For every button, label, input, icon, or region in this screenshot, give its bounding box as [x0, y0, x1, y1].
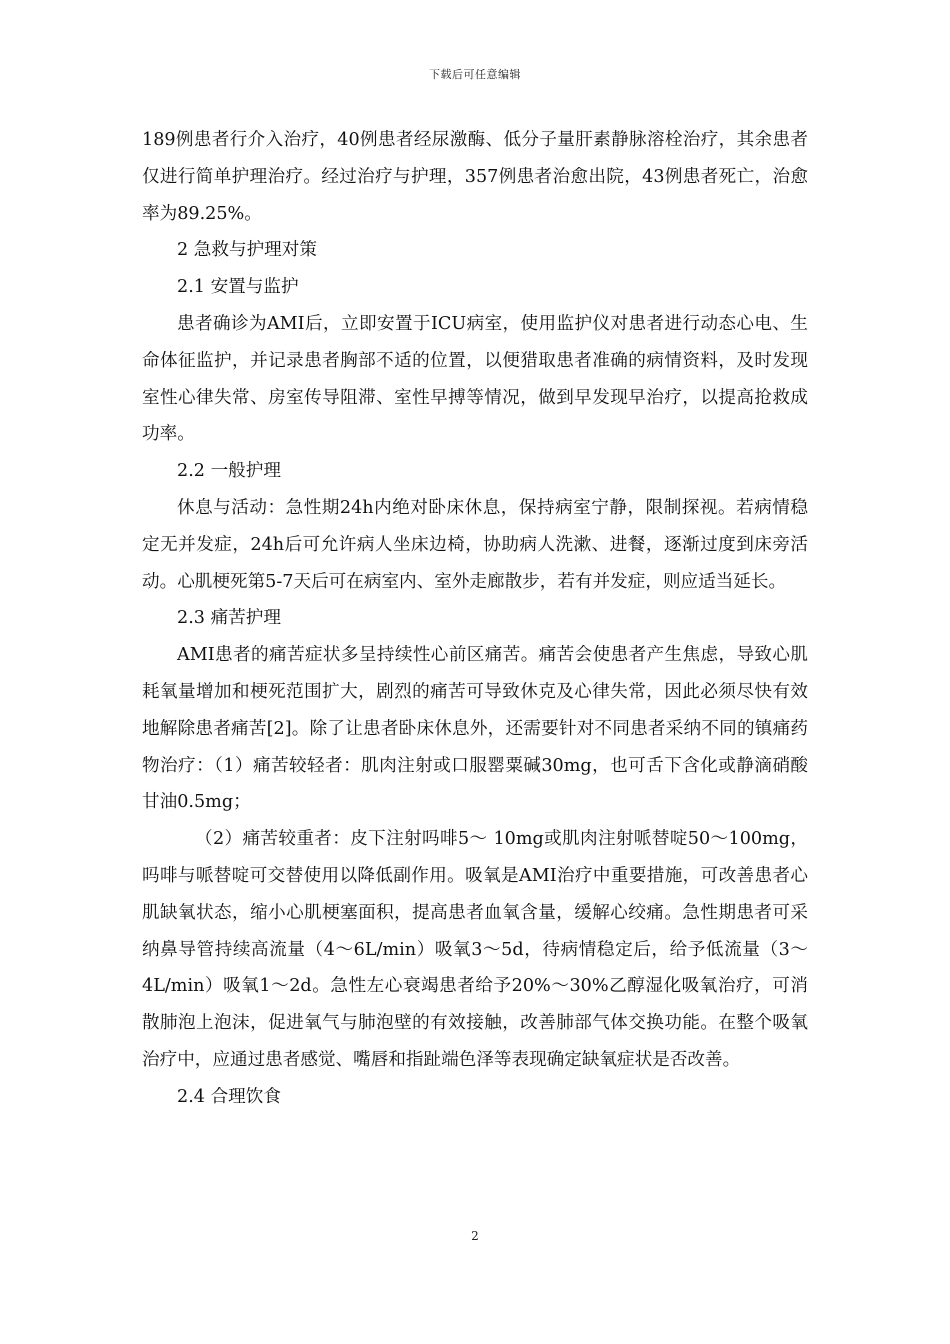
body-paragraph: 2 急救与护理对策 — [177, 240, 317, 261]
body-paragraph: 189例患者行介入治疗，40例患者经尿激酶、低分子量肝素静脉溶栓治疗，其余患者仅进行简单护理治疗。经过治疗与护理，357例患者治愈出院，43例患者死亡，治愈率为89.25%。 — [142, 130, 808, 224]
body-paragraph: 休息与活动：急性期24h内绝对卧床休息，保持病室宁静，限制探视。若病情稳定无并发症，24h后可允许病人坐床边椅，协助病人洗漱、进餐，逐渐过度到床旁活动。心肌梗死第5-7天后可在病室内、室外走廊散步，若有并发症，则应适当延长。 — [142, 497, 808, 592]
body-paragraph: 患者确诊为AMI后，立即安置于ICU病室，使用监护仪对患者进行动态心电、生命体征监护，并记录患者胸部不适的位置，以便猎取患者准确的病情资料，及时发现室性心律失常、房室传导阻滞、室性早搏等情况，做到早发现早治疗，以提高抢救成功率。 — [142, 313, 808, 445]
body-paragraph: 2.3 痛苦护理 — [177, 608, 281, 629]
body-paragraph: 2.4 合理饮食 — [177, 1086, 281, 1107]
body-paragraph: 2.2 一般护理 — [177, 461, 281, 482]
body-paragraph: 2.1 安置与监护 — [177, 277, 299, 298]
document-body — [142, 122, 808, 1116]
body-paragraph: AMI患者的痛苦症状多呈持续性心前区痛苦。痛苦会使患者产生焦虑，导致心肌耗氧量增加和梗死范围扩大，剧烈的痛苦可导致休克及心律失常，因此必须尽快有效地解除患者痛苦[2]。除了让患者卧床休息外，还需要针对不同患者采纳不同的镇痛药物治疗：（1）痛苦较轻者：肌肉注射或口服罂粟碱30mg，也可舌下含化或静滴硝酸甘油0.5mg； — [142, 645, 808, 813]
body-paragraph: （2）痛苦较重者：皮下注射吗啡5～ 10mg或肌肉注射哌替啶50～100mg，吗啡与哌替啶可交替使用以降低副作用。吸氧是AMI治疗中重要措施，可改善患者心肌缺氧状态，缩小心肌梗塞面积，提高患者血氧含量，缓解心绞痛。急性期患者可采纳鼻导管持续高流量（4～6L/min）吸氧3～5d，待病情稳定后，给予低流量（3～4L/min）吸氧1～2d。急性左心衰竭患者给予20%～30%乙醇湿化吸氧治疗，可消散肺泡上泡沫，促进氧气与肺泡壁的有效接触，改善肺部气体交换功能。在整个吸氧治疗中，应通过患者感觉、嘴唇和指趾端色泽等表现确定缺氧症状是否改善。 — [142, 829, 808, 1070]
page-number: 2 — [471, 1229, 479, 1243]
page-header: 下载后可任意编辑 — [429, 68, 521, 81]
